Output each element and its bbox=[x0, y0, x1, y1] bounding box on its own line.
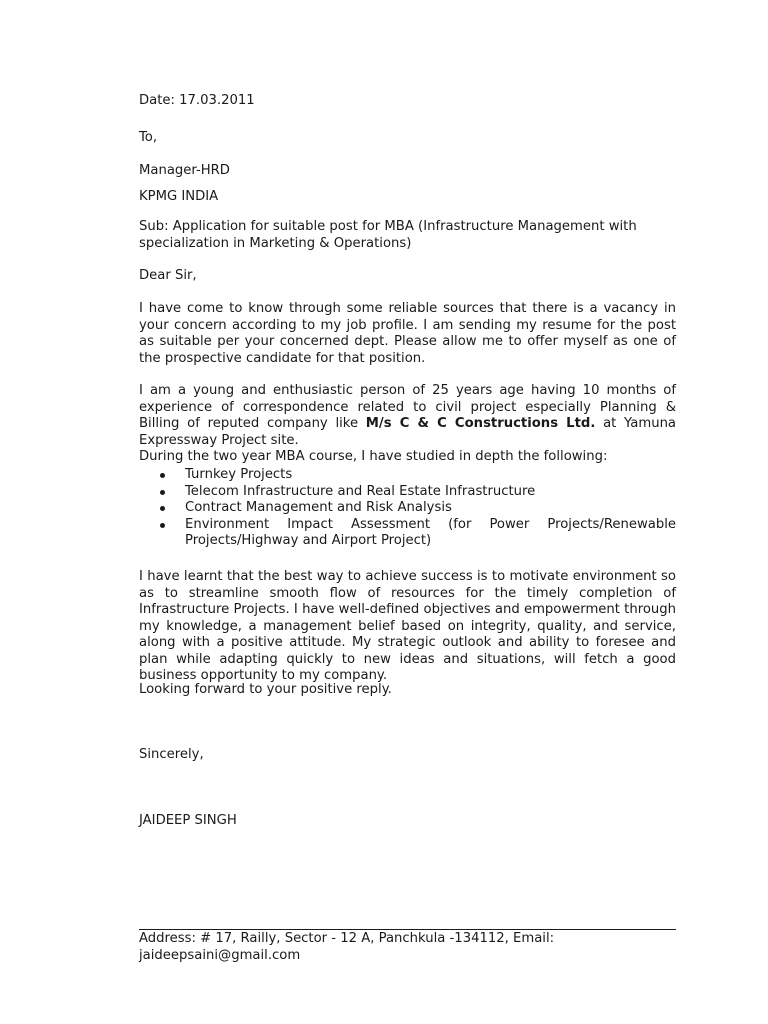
letter-recipient: Manager-HRD bbox=[139, 163, 230, 178]
bullet-icon bbox=[160, 523, 165, 528]
bullet-icon bbox=[160, 506, 165, 511]
list-item-text: Environment Impact Assessment (for Power Projects/Renewable Projects/Highway and Airport Project) bbox=[185, 516, 676, 548]
footer-address: Address: # 17, Railly, Sector - 12 A, Panchkula -134112, Email: bbox=[139, 931, 555, 946]
list-item bbox=[139, 517, 676, 550]
list-item-text: Contract Management and Risk Analysis bbox=[185, 500, 452, 515]
paragraph-2-text-b: at Yamuna Expressway Project site. bbox=[139, 416, 677, 448]
paragraph-2-text-a: I am a young and enthusiastic person of 25 years age having 10 months of experience of correspondence related to civil project especially Planning & Billing of reputed company like bbox=[139, 383, 676, 431]
footer-email: jaideepsaini@gmail.com bbox=[139, 948, 301, 963]
signature-name: JAIDEEP SINGH bbox=[139, 813, 237, 828]
signoff: Sincerely, bbox=[139, 747, 204, 762]
paragraph-1: I have come to know through some reliable sources that there is a vacancy in your concern according to my job profile. I am sending my resume for the post as suitable per your concerned dept. Please allow me to offer myself as one of the prospective candidate for that position. bbox=[139, 301, 676, 366]
list-item bbox=[139, 500, 676, 517]
letter-date: Date: 17.03.2011 bbox=[139, 93, 255, 108]
list-item bbox=[139, 484, 676, 501]
paragraph-2 bbox=[139, 383, 676, 449]
closing-line: Looking forward to your positive reply. bbox=[139, 682, 392, 697]
bullet-icon bbox=[160, 473, 165, 478]
paragraph-3-intro: During the two year MBA course, I have studied in depth the following: bbox=[139, 449, 608, 464]
list-item bbox=[139, 467, 676, 484]
letter-salutation: Dear Sir, bbox=[139, 268, 197, 283]
bullet-icon bbox=[160, 490, 165, 495]
list-item-text: Telecom Infrastructure and Real Estate Infrastructure bbox=[185, 483, 536, 499]
list-item-text: Turnkey Projects bbox=[185, 467, 293, 482]
footer-divider bbox=[139, 929, 676, 930]
paragraph-4: I have learnt that the best way to achieve success is to motivate environment so as to streamline smooth flow of resources for the timely completion of Infrastructure Projects. I have well-defined objectives and empowerment through my knowledge, a management belief based on integrity, quality, and service, along with a positive attitude. My strategic outlook and ability to foresee and plan while adapting quickly to new ideas and situations, will fetch a good business opportunity to my company. bbox=[139, 569, 676, 683]
company-name-bold: M/s C & C Constructions Ltd. bbox=[365, 416, 596, 431]
letter-company: KPMG INDIA bbox=[139, 189, 219, 204]
course-list bbox=[139, 467, 676, 550]
letter-to: To, bbox=[139, 130, 158, 145]
letter-subject: Sub: Application for suitable post for MBA (Infrastructure Management with specialization in Marketing & Operations) bbox=[139, 219, 637, 251]
